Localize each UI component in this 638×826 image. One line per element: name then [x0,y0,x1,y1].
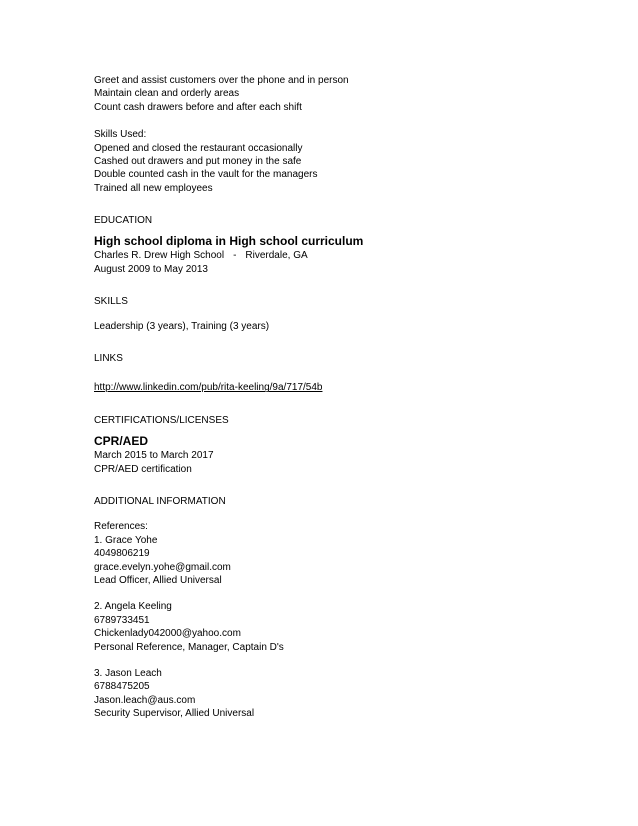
education-section [94,214,594,276]
duty-item: Greet and assist customers over the phone and in person [94,75,349,86]
reference-entry [94,667,594,721]
reference-title: Lead Officer, Allied Universal [94,574,222,586]
skills-used-item: Trained all new employees [94,182,213,194]
education-dates: August 2009 to May 2013 [94,263,208,275]
skills-section [94,295,594,333]
reference-email: grace.evelyn.yohe@gmail.com [94,561,231,573]
duty-item: Maintain clean and orderly areas [94,88,240,100]
skills-heading: SKILLS [94,296,128,308]
certification-name: CPR/AED [94,434,149,449]
references-label: References: [94,521,148,533]
additional-information-section [94,495,594,720]
additional-heading: ADDITIONAL INFORMATION [94,496,226,508]
education-heading: EDUCATION [94,215,153,227]
reference-email: Jason.leach@aus.com [94,694,196,706]
reference-phone: 6788475205 [94,681,150,693]
linkedin-link[interactable]: http://www.linkedin.com/pub/rita-keeling/9a/717/54b [94,382,323,394]
resume-page [94,74,594,721]
reference-name: 3. Jason Leach [94,667,162,679]
reference-title: Security Supervisor, Allied Universal [94,708,255,720]
reference-entry [94,534,594,588]
education-degree: High school diploma in High school curriculum [94,234,364,249]
reference-name: 1. Grace Yohe [94,534,158,546]
skills-used-item: Opened and closed the restaurant occasionally [94,142,303,154]
reference-email: Chickenlady042000@yahoo.com [94,628,241,640]
skills-used-block [94,128,594,195]
certifications-heading: CERTIFICATIONS/LICENSES [94,415,229,427]
certification-dates: March 2015 to March 2017 [94,450,214,462]
reference-name: 2. Angela Keeling [94,601,172,613]
education-school-line [94,249,594,262]
reference-title: Personal Reference, Manager, Captain D's [94,641,284,653]
links-section [94,352,594,395]
certification-description: CPR/AED certification [94,463,192,475]
skills-used-heading: Skills Used: [94,129,147,141]
education-separator: - [233,250,237,262]
education-school: Charles R. Drew High School [94,250,225,262]
reference-phone: 4049806219 [94,548,150,560]
skills-used-item: Double counted cash in the vault for the managers [94,169,318,181]
reference-entry [94,600,594,654]
duty-item: Count cash drawers before and after each shift [94,101,302,113]
reference-phone: 6789733451 [94,614,150,626]
links-heading: LINKS [94,353,123,365]
education-location: Riverdale, GA [245,250,308,262]
experience-duties [94,74,594,114]
skills-text: Leadership (3 years), Training (3 years) [94,321,270,333]
certifications-section [94,414,594,476]
skills-used-item: Cashed out drawers and put money in the safe [94,156,302,168]
